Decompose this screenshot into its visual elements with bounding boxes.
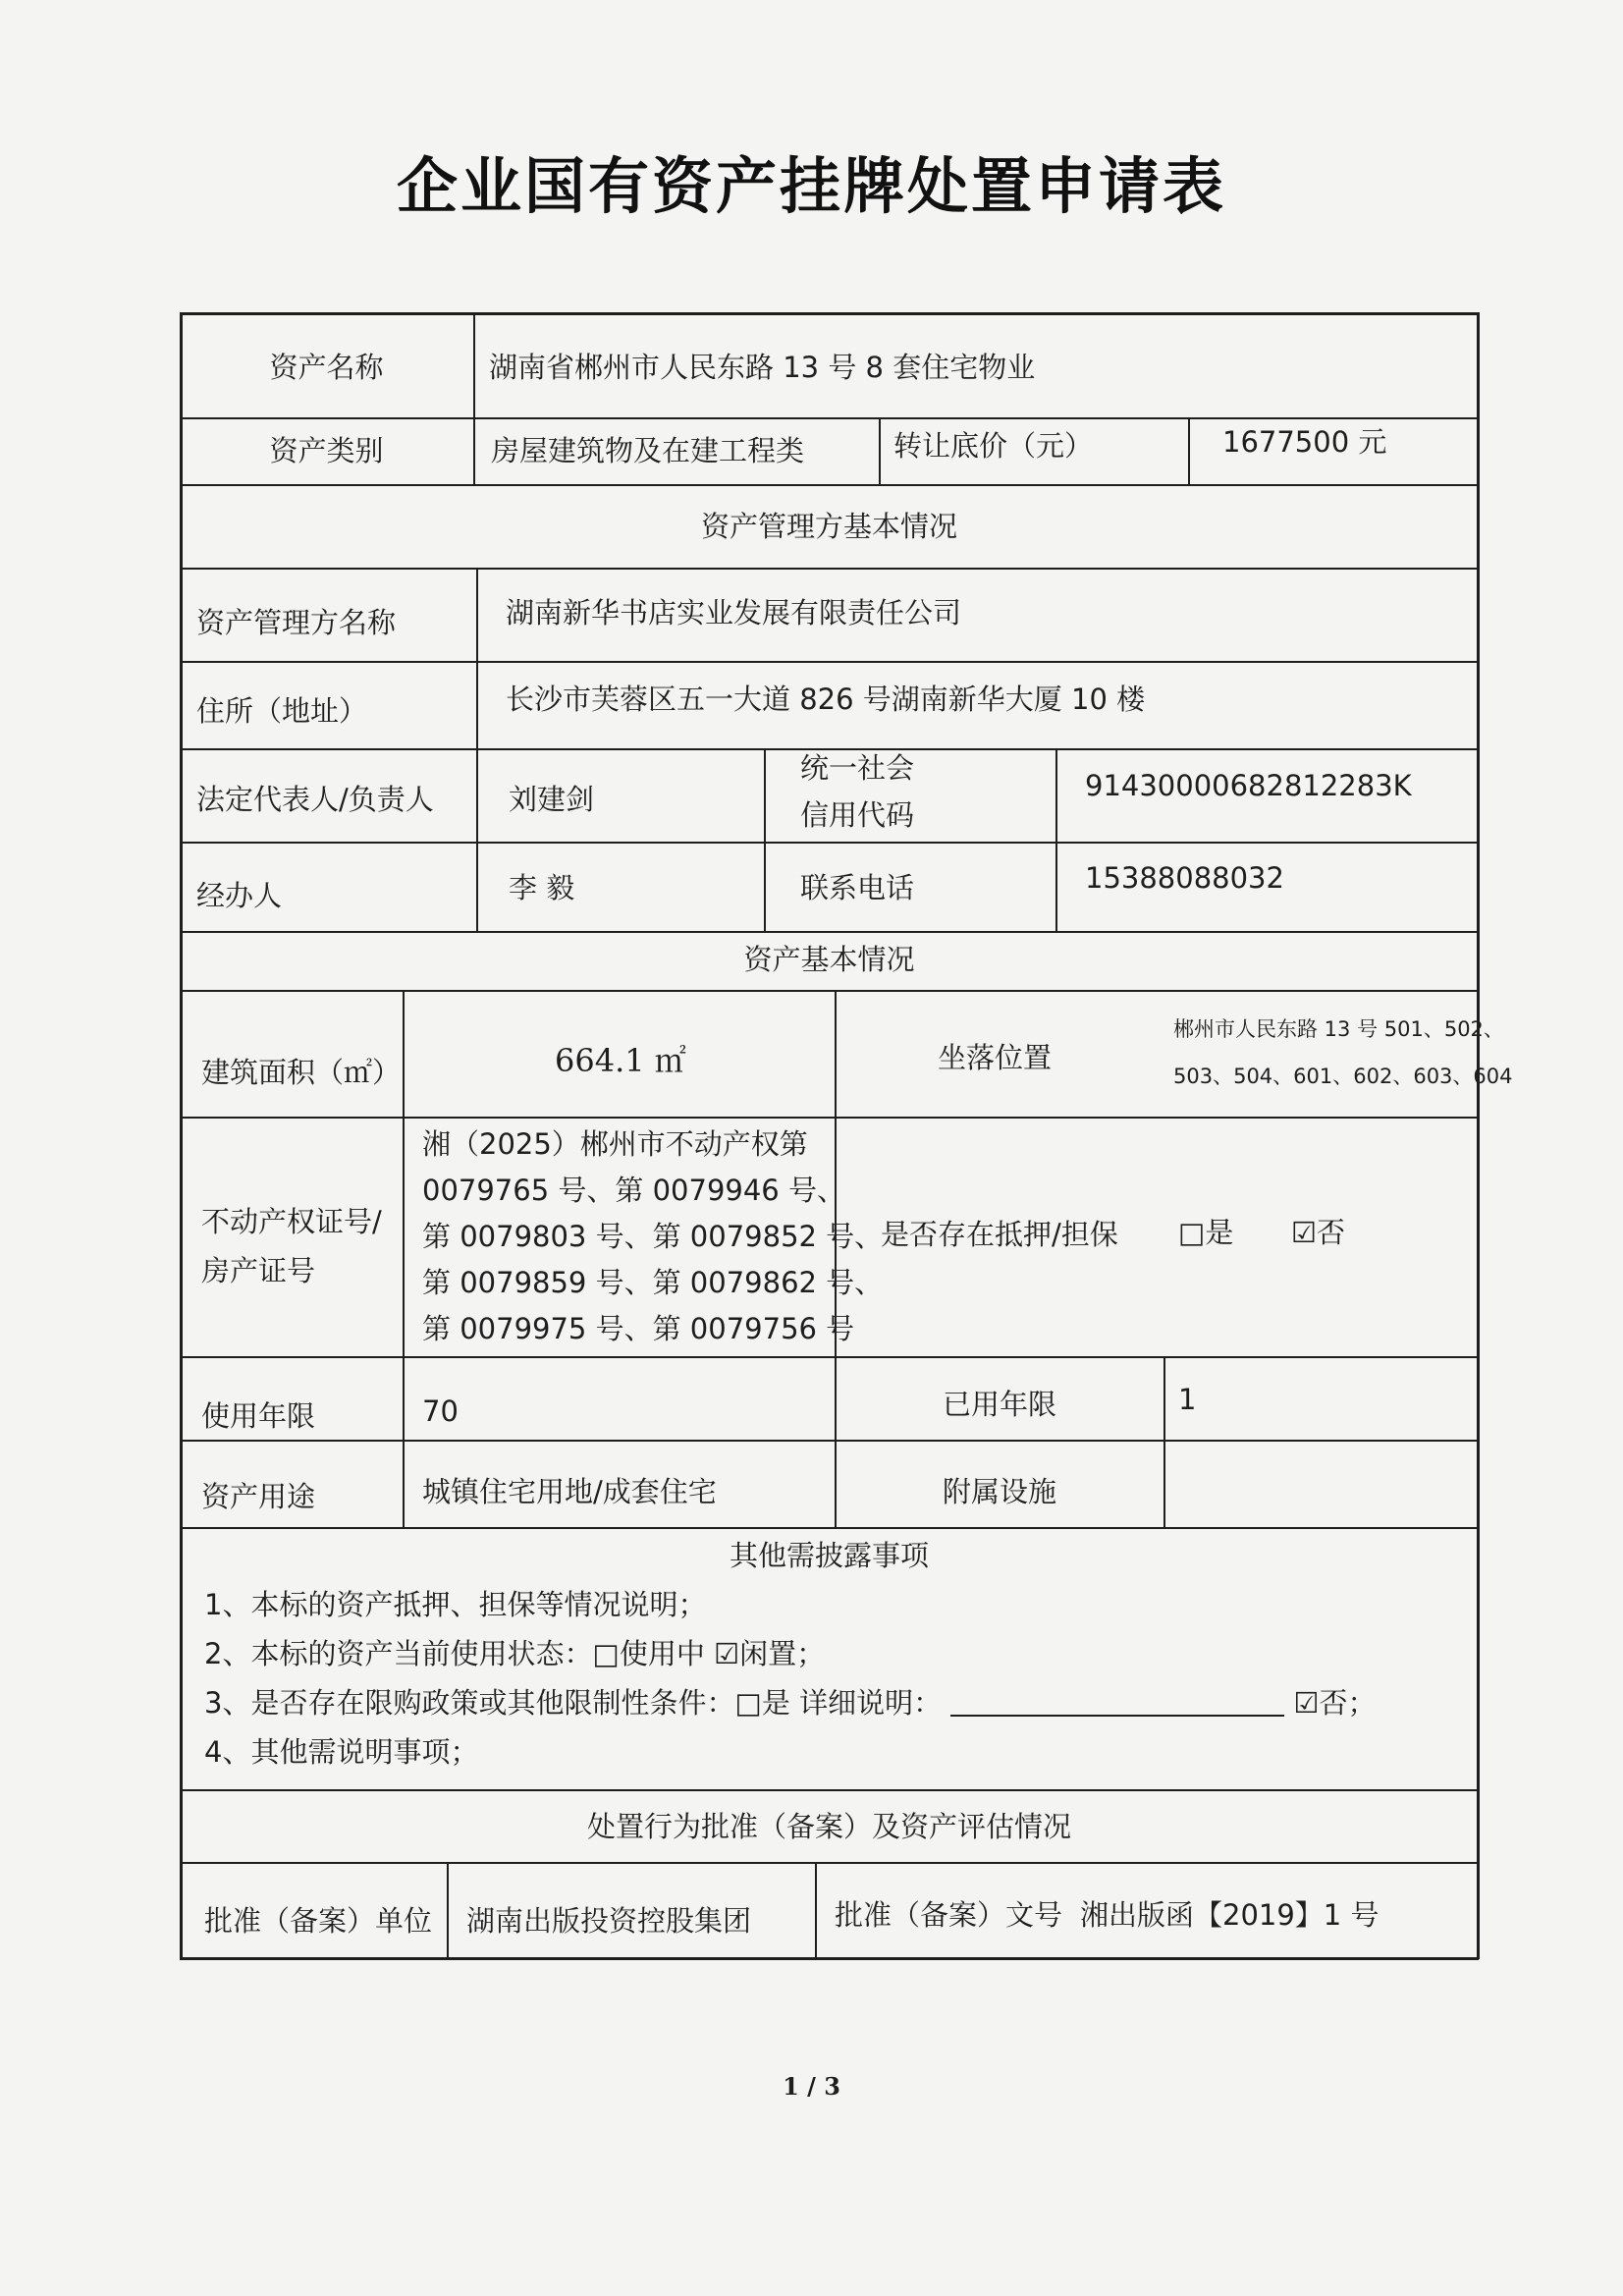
price-label: 转让底价（元）	[893, 429, 1094, 463]
price-value: 1677500 元	[1222, 425, 1387, 459]
approval-unit-value: 湖南出版投资控股集团	[466, 1904, 752, 1938]
approval-doc-label: 批准（备案）文号	[835, 1898, 1063, 1932]
manager-name-label: 资产管理方名称	[196, 606, 397, 639]
cert-label-2: 房产证号	[201, 1254, 316, 1287]
page-title: 企业国有资产挂牌处置申请表	[396, 150, 1226, 222]
cert-number-line: 0079765 号、第 0079946 号、	[422, 1174, 845, 1207]
disclosure-item-3-suffix: ☑否；	[1293, 1686, 1377, 1720]
basic-section-title: 资产基本情况	[743, 943, 915, 976]
address-value: 长沙市芙蓉区五一大道 826 号湖南新华大厦 10 楼	[506, 683, 1146, 716]
asset-name-label: 资产名称	[269, 351, 384, 384]
disclosure-item-3	[204, 1681, 1377, 1724]
usage-label: 资产用途	[201, 1480, 316, 1513]
used-years-label: 已用年限	[943, 1388, 1057, 1421]
disclosure-item-1: 1、本标的资产抵押、担保等情况说明；	[204, 1588, 707, 1621]
disclosure-section-title: 其他需披露事项	[729, 1539, 929, 1572]
usage-value: 城镇住宅用地/成套住宅	[422, 1475, 717, 1508]
credit-code-value: 91430000682812283K	[1085, 769, 1412, 802]
handler-label: 经办人	[196, 879, 283, 912]
cert-label-1: 不动产权证号/	[201, 1205, 382, 1238]
location-value-1: 郴州市人民东路 13 号 501、502、	[1173, 1017, 1504, 1041]
asset-category-value: 房屋建筑物及在建工程类	[491, 434, 805, 467]
disclosure-item-4: 4、其他需说明事项；	[204, 1735, 479, 1769]
manager-section-title: 资产管理方基本情况	[700, 510, 957, 543]
asset-category-label: 资产类别	[269, 434, 384, 467]
cert-number-line: 第 0079859 号、第 0079862 号、	[422, 1266, 884, 1299]
cert-number-line: 第 0079803 号、第 0079852 号、	[422, 1220, 884, 1253]
cert-number-line: 湘（2025）郴州市不动产权第	[422, 1127, 808, 1161]
location-value-2: 503、504、601、602、603、604	[1173, 1065, 1513, 1088]
phone-label: 联系电话	[800, 871, 915, 904]
term-label: 使用年限	[201, 1399, 316, 1433]
mortgage-label: 是否存在抵押/担保	[881, 1218, 1118, 1251]
legal-rep-label: 法定代表人/负责人	[196, 783, 434, 816]
facility-label: 附属设施	[943, 1475, 1057, 1508]
location-label: 坐落位置	[938, 1041, 1053, 1074]
address-label: 住所（地址）	[196, 694, 368, 728]
area-value: 664.1 ㎡	[555, 1042, 686, 1079]
area-label: 建筑面积（㎡）	[201, 1056, 402, 1089]
approval-unit-label: 批准（备案）单位	[204, 1904, 433, 1938]
cert-number-line: 第 0079975 号、第 0079756 号	[422, 1312, 855, 1345]
credit-code-label-1: 统一社会	[800, 751, 915, 785]
credit-code-label-2: 信用代码	[800, 798, 915, 832]
asset-name-value: 湖南省郴州市人民东路 13 号 8 套住宅物业	[489, 351, 1036, 384]
mortgage-no-checkbox[interactable]: ☑否	[1291, 1216, 1345, 1249]
page-number: 1 / 3	[783, 2072, 840, 2101]
phone-value: 15388088032	[1085, 861, 1284, 895]
mortgage-yes-checkbox[interactable]: □是	[1178, 1216, 1234, 1249]
term-value: 70	[422, 1394, 459, 1428]
used-years-value: 1	[1178, 1383, 1197, 1416]
approval-section-title: 处置行为批准（备案）及资产评估情况	[586, 1810, 1071, 1843]
disclosure-item-2: 2、本标的资产当前使用状态：□使用中 ☑闲置；	[204, 1637, 826, 1670]
legal-rep-value: 刘建剑	[509, 783, 595, 816]
handler-value: 李 毅	[509, 871, 575, 904]
disclosure-item-3-prefix: 3、是否存在限购政策或其他限制性条件：□是 详细说明：	[204, 1686, 943, 1720]
manager-name-value: 湖南新华书店实业发展有限责任公司	[506, 596, 962, 629]
cert-number-list	[422, 1121, 883, 1352]
approval-doc-value: 湘出版函【2019】1 号	[1080, 1898, 1380, 1932]
detail-blank[interactable]	[950, 1685, 1284, 1717]
